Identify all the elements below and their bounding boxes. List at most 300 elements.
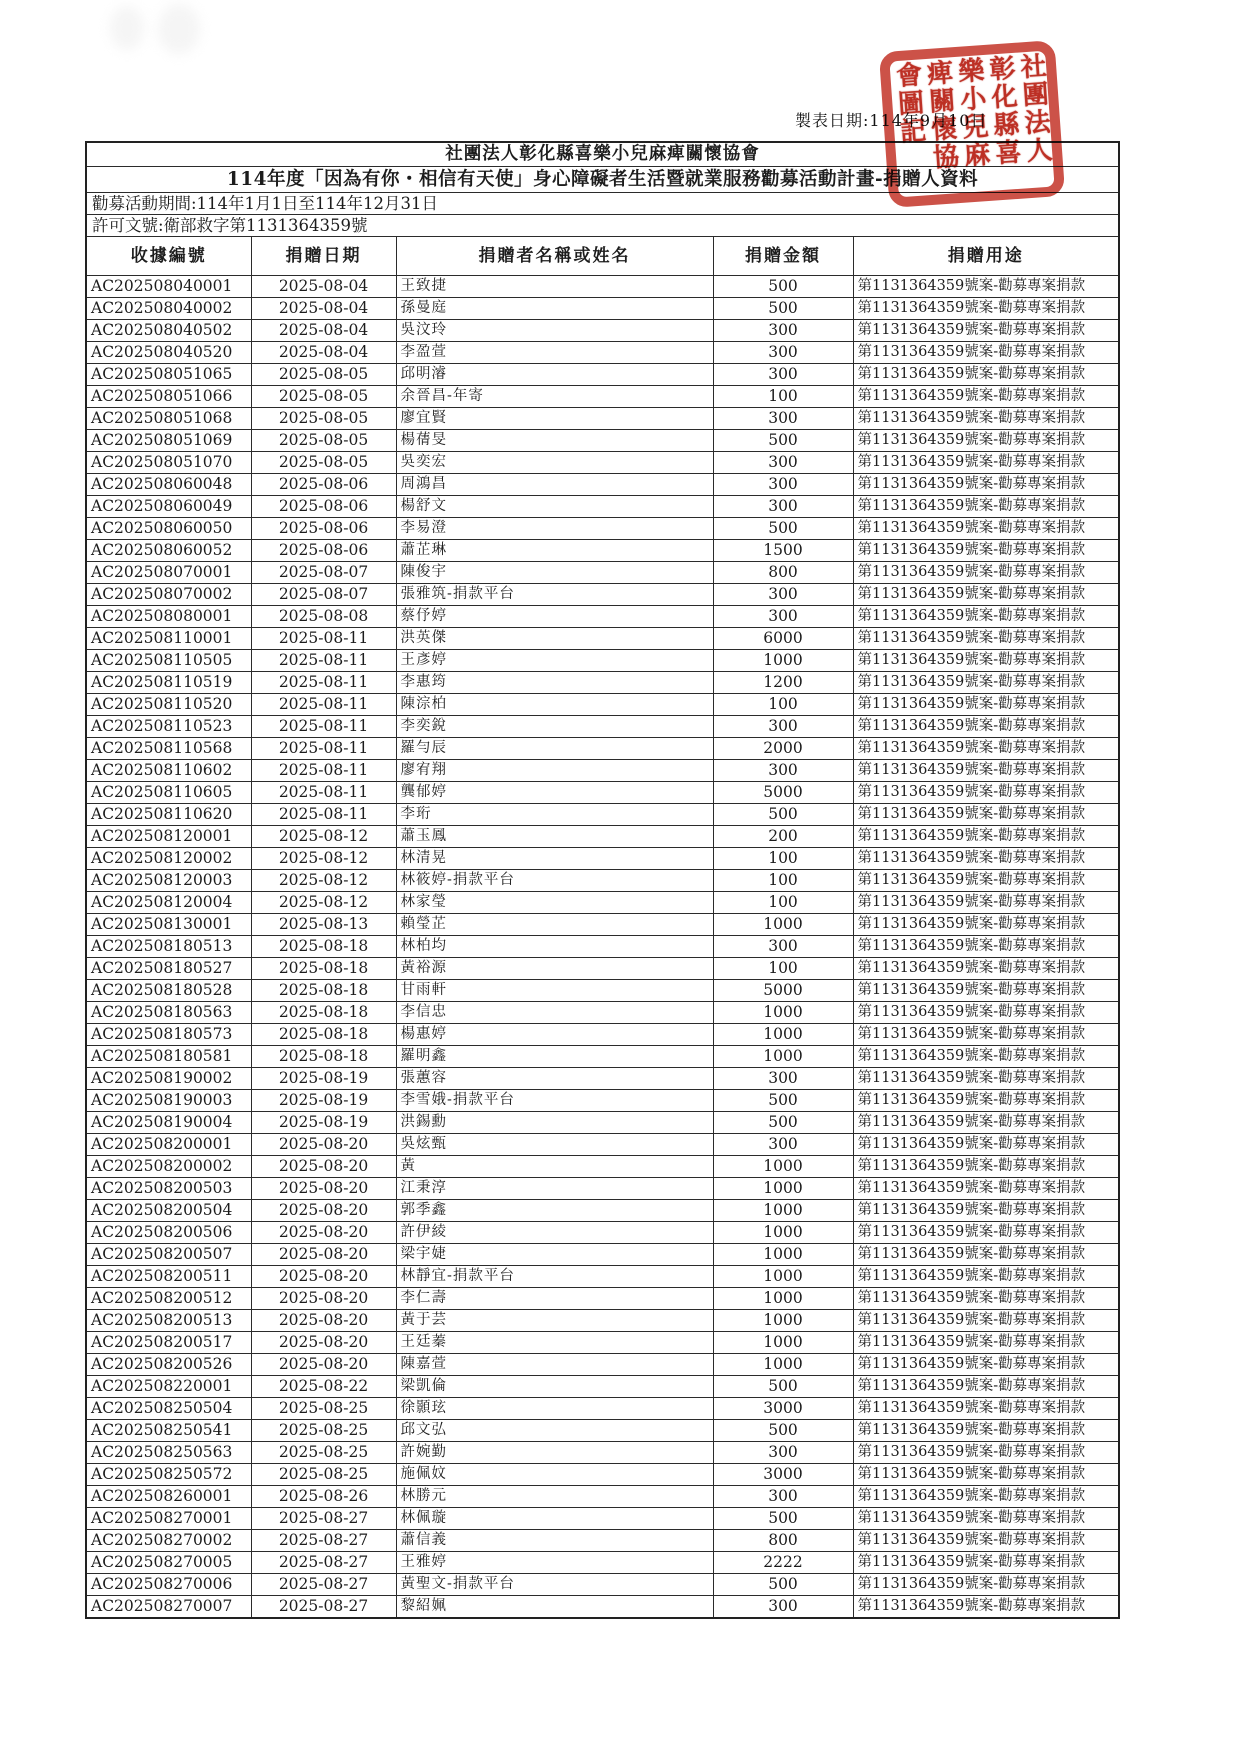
- cell-donor: 黃聖文-捐款平台: [396, 1574, 713, 1596]
- org-name-row: [86, 142, 1119, 167]
- cell-receipt: AC202508051070: [86, 452, 251, 474]
- cell-date: 2025-08-04: [251, 342, 396, 364]
- cell-receipt: AC202508120002: [86, 848, 251, 870]
- cell-donor: 甘雨軒: [396, 980, 713, 1002]
- cell-purpose: 第1131364359號案-勸募專案捐款: [853, 826, 1119, 848]
- cell-donor: 林筱婷-捐款平台: [396, 870, 713, 892]
- cell-amount: 300: [713, 1442, 853, 1464]
- cell-donor: 蕭信義: [396, 1530, 713, 1552]
- cell-amount: 500: [713, 1508, 853, 1530]
- table-row: [86, 474, 1119, 496]
- cell-amount: 1000: [713, 1222, 853, 1244]
- cell-donor: 孫曼庭: [396, 298, 713, 320]
- cell-date: 2025-08-11: [251, 650, 396, 672]
- table-row: [86, 650, 1119, 672]
- cell-donor: 林家瑩: [396, 892, 713, 914]
- cell-amount: 800: [713, 1530, 853, 1552]
- donation-table: [85, 141, 1120, 1619]
- cell-amount: 300: [713, 936, 853, 958]
- cell-receipt: AC202508060048: [86, 474, 251, 496]
- cell-purpose: 第1131364359號案-勸募專案捐款: [853, 1244, 1119, 1266]
- cell-donor: 洪英傑: [396, 628, 713, 650]
- table-row: [86, 1596, 1119, 1619]
- cell-purpose: 第1131364359號案-勸募專案捐款: [853, 386, 1119, 408]
- table-row: [86, 1024, 1119, 1046]
- cell-date: 2025-08-05: [251, 408, 396, 430]
- cell-amount: 1000: [713, 1244, 853, 1266]
- cell-donor: 梁凱倫: [396, 1376, 713, 1398]
- cell-amount: 1000: [713, 1288, 853, 1310]
- cell-purpose: 第1131364359號案-勸募專案捐款: [853, 1508, 1119, 1530]
- table-row: [86, 408, 1119, 430]
- cell-donor: 楊蒨旻: [396, 430, 713, 452]
- cell-purpose: 第1131364359號案-勸募專案捐款: [853, 936, 1119, 958]
- cell-amount: 300: [713, 364, 853, 386]
- table-row: [86, 452, 1119, 474]
- cell-receipt: AC202508040520: [86, 342, 251, 364]
- cell-donor: 吳奕宏: [396, 452, 713, 474]
- cell-date: 2025-08-18: [251, 1002, 396, 1024]
- cell-amount: 500: [713, 276, 853, 298]
- cell-date: 2025-08-05: [251, 452, 396, 474]
- cell-purpose: 第1131364359號案-勸募專案捐款: [853, 452, 1119, 474]
- table-row: [86, 1552, 1119, 1574]
- cell-date: 2025-08-11: [251, 672, 396, 694]
- table-row: [86, 1486, 1119, 1508]
- cell-receipt: AC202508270005: [86, 1552, 251, 1574]
- cell-receipt: AC202508080001: [86, 606, 251, 628]
- cell-receipt: AC202508120004: [86, 892, 251, 914]
- table-row: [86, 628, 1119, 650]
- cell-date: 2025-08-25: [251, 1398, 396, 1420]
- table-row: [86, 804, 1119, 826]
- cell-purpose: 第1131364359號案-勸募專案捐款: [853, 1442, 1119, 1464]
- table-row: [86, 1442, 1119, 1464]
- cell-donor: 余晉昌-年寄: [396, 386, 713, 408]
- cell-amount: 1000: [713, 1332, 853, 1354]
- table-row: [86, 1222, 1119, 1244]
- table-row: [86, 1288, 1119, 1310]
- cell-donor: 羅勻辰: [396, 738, 713, 760]
- cell-donor: 李仁壽: [396, 1288, 713, 1310]
- cell-date: 2025-08-26: [251, 1486, 396, 1508]
- cell-amount: 800: [713, 562, 853, 584]
- cell-receipt: AC202508110001: [86, 628, 251, 650]
- cell-receipt: AC202508270001: [86, 1508, 251, 1530]
- cell-receipt: AC202508110605: [86, 782, 251, 804]
- cell-amount: 5000: [713, 980, 853, 1002]
- seal-text: 社團法人彰化縣喜樂小兒麻痺關懷協會圖記: [890, 51, 1053, 173]
- table-row: [86, 1332, 1119, 1354]
- table-row: [86, 276, 1119, 298]
- cell-receipt: AC202508110523: [86, 716, 251, 738]
- cell-donor: 張蕙容: [396, 1068, 713, 1090]
- cell-purpose: 第1131364359號案-勸募專案捐款: [853, 298, 1119, 320]
- cell-receipt: AC202508110620: [86, 804, 251, 826]
- cell-date: 2025-08-20: [251, 1354, 396, 1376]
- cell-purpose: 第1131364359號案-勸募專案捐款: [853, 848, 1119, 870]
- cell-amount: 1500: [713, 540, 853, 562]
- cell-purpose: 第1131364359號案-勸募專案捐款: [853, 892, 1119, 914]
- cell-receipt: AC202508200517: [86, 1332, 251, 1354]
- cell-receipt: AC202508200511: [86, 1266, 251, 1288]
- cell-receipt: AC202508220001: [86, 1376, 251, 1398]
- cell-donor: 李信忠: [396, 1002, 713, 1024]
- cell-date: 2025-08-25: [251, 1442, 396, 1464]
- cell-purpose: 第1131364359號案-勸募專案捐款: [853, 958, 1119, 980]
- table-row: [86, 1354, 1119, 1376]
- cell-amount: 300: [713, 452, 853, 474]
- cell-amount: 100: [713, 694, 853, 716]
- cell-date: 2025-08-19: [251, 1068, 396, 1090]
- cell-donor: 吳炫甄: [396, 1134, 713, 1156]
- cell-purpose: 第1131364359號案-勸募專案捐款: [853, 496, 1119, 518]
- cell-donor: 李奕銳: [396, 716, 713, 738]
- table-row: [86, 540, 1119, 562]
- cell-date: 2025-08-07: [251, 584, 396, 606]
- cell-purpose: 第1131364359號案-勸募專案捐款: [853, 760, 1119, 782]
- header-donation-amount: 捐贈金額: [713, 237, 853, 276]
- table-row: [86, 936, 1119, 958]
- cell-donor: 林清晃: [396, 848, 713, 870]
- cell-amount: 500: [713, 430, 853, 452]
- cell-donor: 陳嘉萱: [396, 1354, 713, 1376]
- cell-date: 2025-08-12: [251, 892, 396, 914]
- cell-amount: 300: [713, 408, 853, 430]
- cell-receipt: AC202508180513: [86, 936, 251, 958]
- column-header-row: [86, 237, 1119, 276]
- cell-date: 2025-08-20: [251, 1178, 396, 1200]
- cell-donor: 羅明鑫: [396, 1046, 713, 1068]
- table-row: [86, 1530, 1119, 1552]
- cell-purpose: 第1131364359號案-勸募專案捐款: [853, 584, 1119, 606]
- cell-date: 2025-08-20: [251, 1266, 396, 1288]
- cell-purpose: 第1131364359號案-勸募專案捐款: [853, 1002, 1119, 1024]
- cell-purpose: 第1131364359號案-勸募專案捐款: [853, 1332, 1119, 1354]
- table-row: [86, 738, 1119, 760]
- cell-receipt: AC202508110520: [86, 694, 251, 716]
- table-row: [86, 1134, 1119, 1156]
- table-row: [86, 496, 1119, 518]
- cell-purpose: 第1131364359號案-勸募專案捐款: [853, 672, 1119, 694]
- cell-receipt: AC202508070002: [86, 584, 251, 606]
- cell-date: 2025-08-05: [251, 364, 396, 386]
- table-row: [86, 386, 1119, 408]
- cell-purpose: 第1131364359號案-勸募專案捐款: [853, 1420, 1119, 1442]
- table-row: [86, 1464, 1119, 1486]
- cell-purpose: 第1131364359號案-勸募專案捐款: [853, 364, 1119, 386]
- cell-purpose: 第1131364359號案-勸募專案捐款: [853, 1530, 1119, 1552]
- cell-amount: 6000: [713, 628, 853, 650]
- cell-receipt: AC202508051069: [86, 430, 251, 452]
- cell-date: 2025-08-20: [251, 1200, 396, 1222]
- cell-date: 2025-08-04: [251, 298, 396, 320]
- table-row: [86, 1376, 1119, 1398]
- cell-purpose: 第1131364359號案-勸募專案捐款: [853, 1178, 1119, 1200]
- cell-receipt: AC202508250541: [86, 1420, 251, 1442]
- cell-date: 2025-08-20: [251, 1134, 396, 1156]
- cell-receipt: AC202508250504: [86, 1398, 251, 1420]
- cell-purpose: 第1131364359號案-勸募專案捐款: [853, 1376, 1119, 1398]
- cell-receipt: AC202508200512: [86, 1288, 251, 1310]
- cell-donor: 郭季鑫: [396, 1200, 713, 1222]
- cell-purpose: 第1131364359號案-勸募專案捐款: [853, 628, 1119, 650]
- cell-date: 2025-08-22: [251, 1376, 396, 1398]
- cell-date: 2025-08-11: [251, 804, 396, 826]
- table-row: [86, 980, 1119, 1002]
- cell-purpose: 第1131364359號案-勸募專案捐款: [853, 1024, 1119, 1046]
- table-row: [86, 892, 1119, 914]
- cell-purpose: 第1131364359號案-勸募專案捐款: [853, 1310, 1119, 1332]
- cell-date: 2025-08-04: [251, 320, 396, 342]
- table-row: [86, 1178, 1119, 1200]
- cell-date: 2025-08-11: [251, 694, 396, 716]
- print-date: 製表日期:114年9月10日: [795, 111, 988, 130]
- cell-donor: 王雅婷: [396, 1552, 713, 1574]
- cell-purpose: 第1131364359號案-勸募專案捐款: [853, 1354, 1119, 1376]
- cell-date: 2025-08-20: [251, 1222, 396, 1244]
- cell-donor: 蕭玉鳳: [396, 826, 713, 848]
- cell-donor: 王廷蓁: [396, 1332, 713, 1354]
- campaign-period: 勸募活動期間:114年1月1日至114年12月31日: [86, 193, 1119, 215]
- cell-amount: 2000: [713, 738, 853, 760]
- cell-donor: 楊舒文: [396, 496, 713, 518]
- cell-amount: 1000: [713, 1266, 853, 1288]
- cell-amount: 300: [713, 342, 853, 364]
- cell-donor: 洪錫勳: [396, 1112, 713, 1134]
- cell-purpose: 第1131364359號案-勸募專案捐款: [853, 716, 1119, 738]
- cell-date: 2025-08-20: [251, 1244, 396, 1266]
- cell-amount: 500: [713, 298, 853, 320]
- cell-purpose: 第1131364359號案-勸募專案捐款: [853, 1068, 1119, 1090]
- cell-amount: 1000: [713, 1354, 853, 1376]
- campaign-title-row: [86, 167, 1119, 193]
- cell-date: 2025-08-20: [251, 1288, 396, 1310]
- table-row: [86, 1266, 1119, 1288]
- table-row: [86, 694, 1119, 716]
- cell-purpose: 第1131364359號案-勸募專案捐款: [853, 1134, 1119, 1156]
- cell-amount: 500: [713, 1090, 853, 1112]
- cell-amount: 300: [713, 320, 853, 342]
- permit-number-row: [86, 215, 1119, 237]
- scan-artifact: [110, 6, 144, 50]
- cell-receipt: AC202508120001: [86, 826, 251, 848]
- cell-donor: 王致捷: [396, 276, 713, 298]
- cell-date: 2025-08-08: [251, 606, 396, 628]
- cell-donor: 許婉勤: [396, 1442, 713, 1464]
- table-row: [86, 1244, 1119, 1266]
- cell-purpose: 第1131364359號案-勸募專案捐款: [853, 650, 1119, 672]
- cell-donor: 李易澄: [396, 518, 713, 540]
- cell-date: 2025-08-07: [251, 562, 396, 584]
- table-row: [86, 320, 1119, 342]
- cell-amount: 100: [713, 386, 853, 408]
- table-row: [86, 672, 1119, 694]
- cell-amount: 1000: [713, 1024, 853, 1046]
- cell-date: 2025-08-05: [251, 386, 396, 408]
- cell-amount: 100: [713, 870, 853, 892]
- cell-donor: 黃裕源: [396, 958, 713, 980]
- cell-purpose: 第1131364359號案-勸募專案捐款: [853, 1222, 1119, 1244]
- cell-purpose: 第1131364359號案-勸募專案捐款: [853, 870, 1119, 892]
- permit-number: 許可文號:衛部救字第1131364359號: [86, 215, 1119, 237]
- cell-donor: 蕭芷琳: [396, 540, 713, 562]
- table-row: [86, 870, 1119, 892]
- cell-date: 2025-08-13: [251, 914, 396, 936]
- cell-receipt: AC202508260001: [86, 1486, 251, 1508]
- cell-purpose: 第1131364359號案-勸募專案捐款: [853, 1288, 1119, 1310]
- cell-donor: 楊惠婷: [396, 1024, 713, 1046]
- table-row: [86, 1046, 1119, 1068]
- cell-purpose: 第1131364359號案-勸募專案捐款: [853, 1046, 1119, 1068]
- cell-date: 2025-08-05: [251, 430, 396, 452]
- cell-amount: 300: [713, 496, 853, 518]
- cell-amount: 1000: [713, 650, 853, 672]
- table-row: [86, 716, 1119, 738]
- cell-date: 2025-08-20: [251, 1332, 396, 1354]
- cell-donor: 黃: [396, 1156, 713, 1178]
- cell-receipt: AC202508060050: [86, 518, 251, 540]
- cell-receipt: AC202508200507: [86, 1244, 251, 1266]
- cell-purpose: 第1131364359號案-勸募專案捐款: [853, 1112, 1119, 1134]
- table-row: [86, 430, 1119, 452]
- cell-amount: 500: [713, 1376, 853, 1398]
- cell-amount: 1000: [713, 1178, 853, 1200]
- cell-receipt: AC202508200503: [86, 1178, 251, 1200]
- cell-purpose: 第1131364359號案-勸募專案捐款: [853, 914, 1119, 936]
- campaign-title: 114年度「因為有你・相信有天使」身心障礙者生活暨就業服務勸募活動計畫-捐贈人資料: [86, 167, 1119, 193]
- cell-date: 2025-08-19: [251, 1090, 396, 1112]
- cell-receipt: AC202508190002: [86, 1068, 251, 1090]
- cell-receipt: AC202508270002: [86, 1530, 251, 1552]
- cell-amount: 300: [713, 760, 853, 782]
- cell-receipt: AC202508180581: [86, 1046, 251, 1068]
- cell-date: 2025-08-11: [251, 782, 396, 804]
- cell-date: 2025-08-18: [251, 980, 396, 1002]
- cell-date: 2025-08-20: [251, 1310, 396, 1332]
- cell-donor: 李惠筠: [396, 672, 713, 694]
- donation-table-body: [86, 276, 1119, 1619]
- cell-date: 2025-08-25: [251, 1420, 396, 1442]
- cell-purpose: 第1131364359號案-勸募專案捐款: [853, 408, 1119, 430]
- cell-purpose: 第1131364359號案-勸募專案捐款: [853, 980, 1119, 1002]
- cell-purpose: 第1131364359號案-勸募專案捐款: [853, 1552, 1119, 1574]
- cell-receipt: AC202508180527: [86, 958, 251, 980]
- cell-purpose: 第1131364359號案-勸募專案捐款: [853, 562, 1119, 584]
- cell-purpose: 第1131364359號案-勸募專案捐款: [853, 540, 1119, 562]
- table-row: [86, 1200, 1119, 1222]
- cell-date: 2025-08-18: [251, 936, 396, 958]
- cell-receipt: AC202508180528: [86, 980, 251, 1002]
- cell-receipt: AC202508110519: [86, 672, 251, 694]
- cell-receipt: AC202508110505: [86, 650, 251, 672]
- cell-date: 2025-08-27: [251, 1552, 396, 1574]
- header-donor-name: 捐贈者名稱或姓名: [396, 237, 713, 276]
- cell-donor: 許伊綾: [396, 1222, 713, 1244]
- cell-receipt: AC202508190004: [86, 1112, 251, 1134]
- table-row: [86, 1398, 1119, 1420]
- table-row: [86, 848, 1119, 870]
- table-row: [86, 1420, 1119, 1442]
- cell-amount: 300: [713, 1486, 853, 1508]
- cell-donor: 黎紹姵: [396, 1596, 713, 1619]
- cell-amount: 5000: [713, 782, 853, 804]
- cell-amount: 500: [713, 1574, 853, 1596]
- cell-donor: 張雅筑-捐款平台: [396, 584, 713, 606]
- cell-receipt: AC202508130001: [86, 914, 251, 936]
- table-row: [86, 782, 1119, 804]
- table-row: [86, 298, 1119, 320]
- cell-date: 2025-08-27: [251, 1574, 396, 1596]
- cell-receipt: AC202508190003: [86, 1090, 251, 1112]
- cell-amount: 300: [713, 1596, 853, 1619]
- table-row: [86, 1310, 1119, 1332]
- cell-purpose: 第1131364359號案-勸募專案捐款: [853, 694, 1119, 716]
- cell-amount: 300: [713, 1134, 853, 1156]
- table-row: [86, 364, 1119, 386]
- cell-donor: 林柏均: [396, 936, 713, 958]
- cell-donor: 廖宜賢: [396, 408, 713, 430]
- table-row: [86, 1068, 1119, 1090]
- cell-receipt: AC202508070001: [86, 562, 251, 584]
- table-row: [86, 1002, 1119, 1024]
- cell-purpose: 第1131364359號案-勸募專案捐款: [853, 782, 1119, 804]
- cell-amount: 1200: [713, 672, 853, 694]
- cell-purpose: 第1131364359號案-勸募專案捐款: [853, 1398, 1119, 1420]
- cell-donor: 李盈萱: [396, 342, 713, 364]
- cell-purpose: 第1131364359號案-勸募專案捐款: [853, 276, 1119, 298]
- table-row: [86, 958, 1119, 980]
- cell-donor: 施佩妏: [396, 1464, 713, 1486]
- cell-amount: 500: [713, 1112, 853, 1134]
- cell-date: 2025-08-06: [251, 496, 396, 518]
- cell-purpose: 第1131364359號案-勸募專案捐款: [853, 320, 1119, 342]
- table-row: [86, 1112, 1119, 1134]
- header-donation-date: 捐贈日期: [251, 237, 396, 276]
- table-row: [86, 914, 1119, 936]
- cell-donor: 徐顥玹: [396, 1398, 713, 1420]
- cell-purpose: 第1131364359號案-勸募專案捐款: [853, 1266, 1119, 1288]
- cell-amount: 1000: [713, 1200, 853, 1222]
- cell-amount: 3000: [713, 1464, 853, 1486]
- scan-artifact: [158, 4, 200, 54]
- cell-date: 2025-08-12: [251, 848, 396, 870]
- cell-date: 2025-08-12: [251, 826, 396, 848]
- org-name: 社團法人彰化縣喜樂小兒麻痺關懷協會: [86, 142, 1119, 167]
- cell-date: 2025-08-27: [251, 1596, 396, 1619]
- cell-receipt: AC202508051065: [86, 364, 251, 386]
- cell-donor: 黃于芸: [396, 1310, 713, 1332]
- cell-amount: 500: [713, 1420, 853, 1442]
- cell-purpose: 第1131364359號案-勸募專案捐款: [853, 342, 1119, 364]
- cell-purpose: 第1131364359號案-勸募專案捐款: [853, 1574, 1119, 1596]
- cell-receipt: AC202508180573: [86, 1024, 251, 1046]
- campaign-period-row: [86, 193, 1119, 215]
- cell-receipt: AC202508051066: [86, 386, 251, 408]
- cell-donor: 江秉淳: [396, 1178, 713, 1200]
- cell-amount: 300: [713, 716, 853, 738]
- cell-receipt: AC202508270006: [86, 1574, 251, 1596]
- header-donation-purpose: 捐贈用途: [853, 237, 1119, 276]
- cell-amount: 500: [713, 518, 853, 540]
- donation-table-head-rows: [86, 142, 1119, 276]
- cell-amount: 100: [713, 848, 853, 870]
- cell-date: 2025-08-11: [251, 716, 396, 738]
- cell-purpose: 第1131364359號案-勸募專案捐款: [853, 1090, 1119, 1112]
- header-receipt-number: 收據編號: [86, 237, 251, 276]
- cell-purpose: 第1131364359號案-勸募專案捐款: [853, 738, 1119, 760]
- cell-receipt: AC202508270007: [86, 1596, 251, 1619]
